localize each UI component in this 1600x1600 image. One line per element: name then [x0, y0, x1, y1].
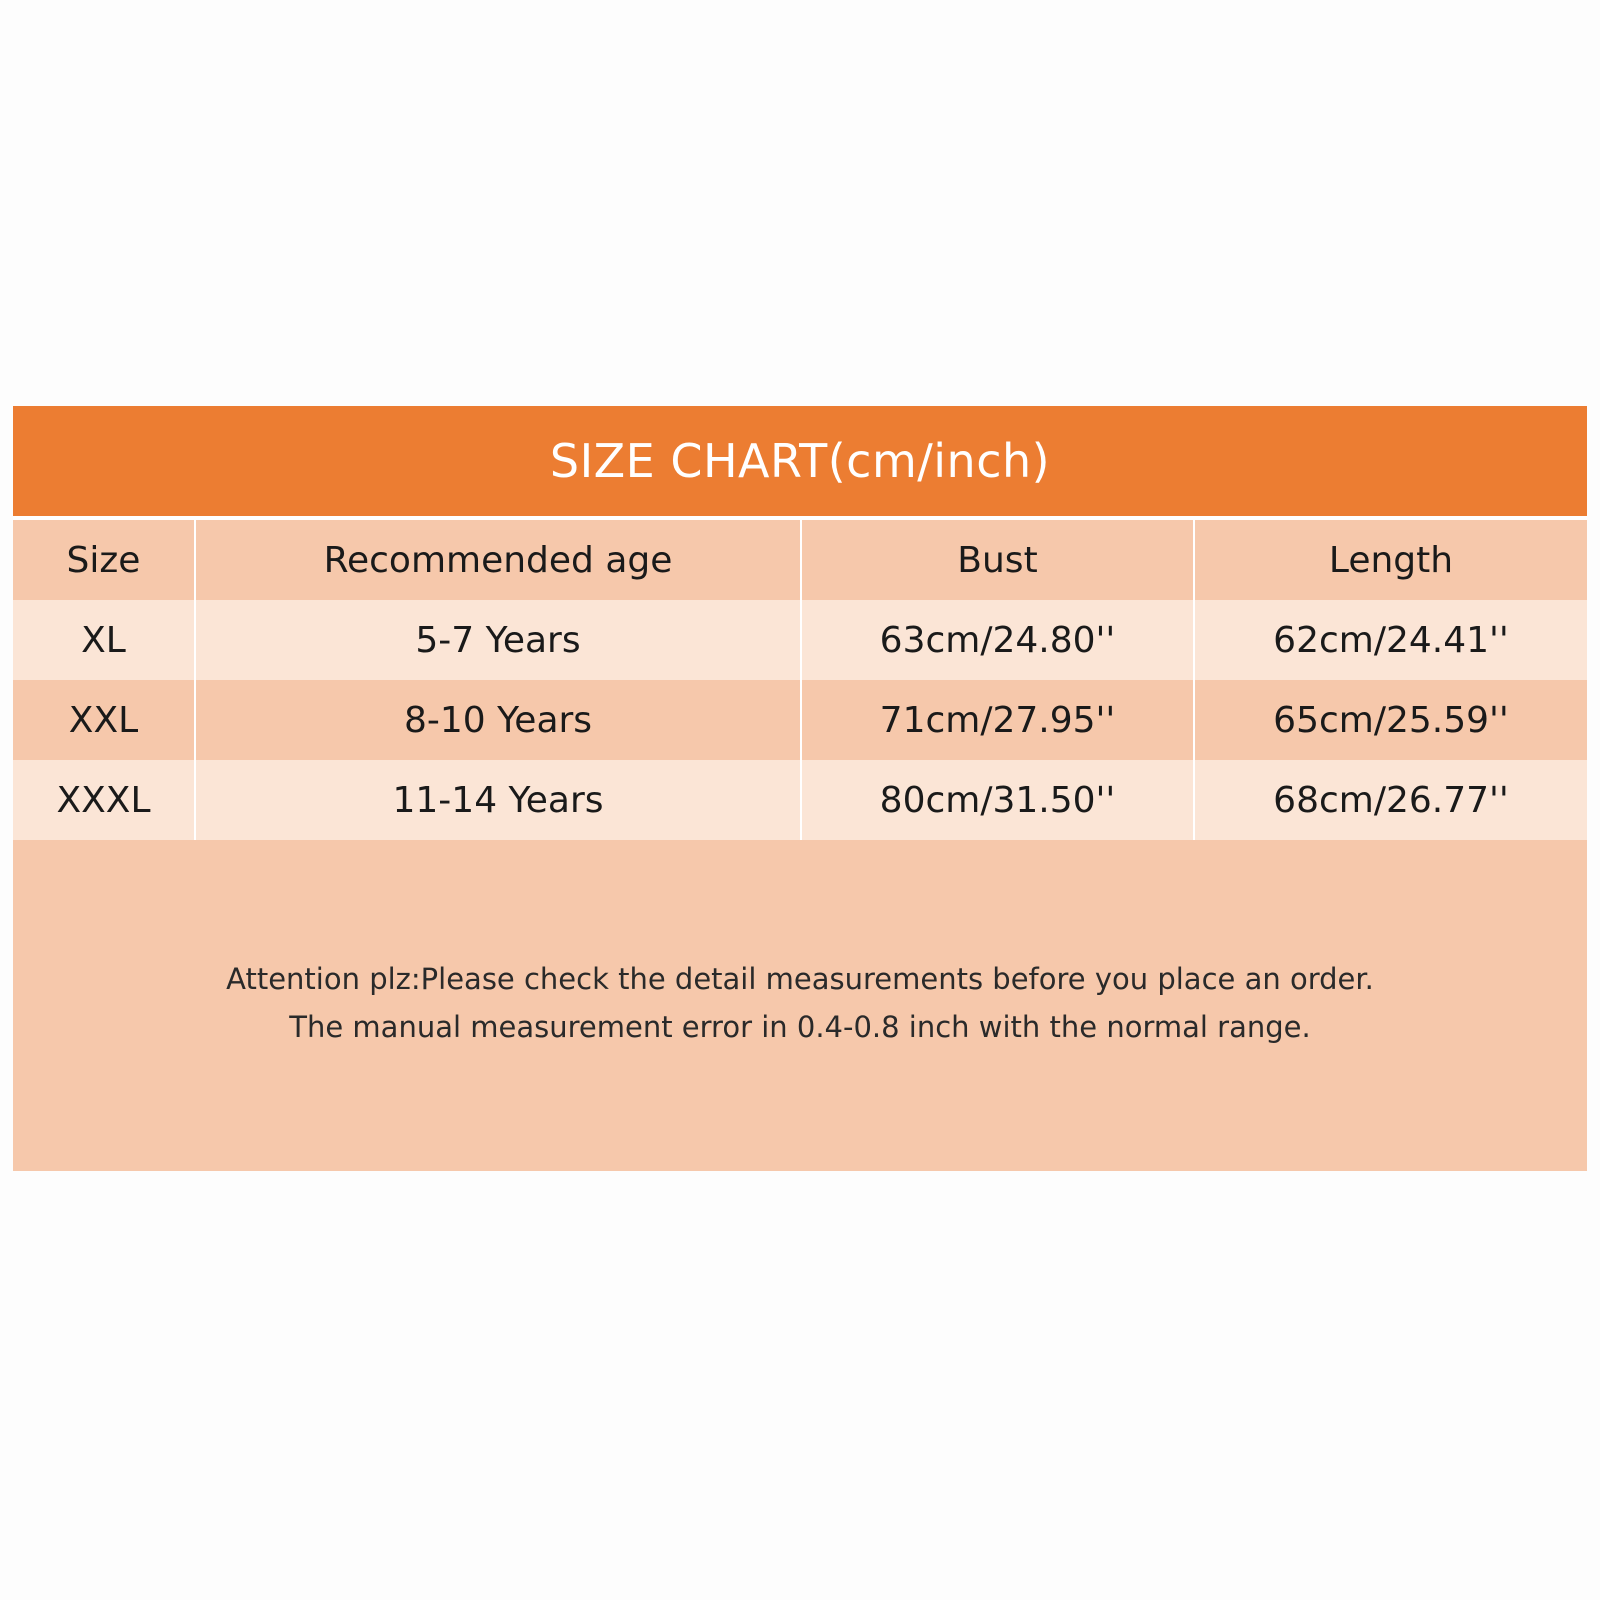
cell-size: XXXL	[13, 760, 195, 840]
header-recommended-age: Recommended age	[195, 520, 801, 600]
note-line: Attention plz:Please check the detail measurements before you place an order.	[226, 961, 1374, 996]
cell-bust: 63cm/24.80''	[801, 600, 1194, 680]
cell-age: 8-10 Years	[195, 680, 801, 760]
table-row	[13, 760, 1587, 840]
header-bust: Bust	[801, 520, 1194, 600]
cell-size: XXL	[13, 680, 195, 760]
table-row	[13, 600, 1587, 680]
header-size: Size	[13, 520, 195, 600]
cell-bust: 80cm/31.50''	[801, 760, 1194, 840]
table-row	[13, 680, 1587, 760]
cell-length: 65cm/25.59''	[1194, 680, 1587, 760]
cell-size: XL	[13, 600, 195, 680]
cell-length: 68cm/26.77''	[1194, 760, 1587, 840]
cell-length: 62cm/24.41''	[1194, 600, 1587, 680]
header-row	[13, 520, 1587, 600]
size-chart	[13, 406, 1587, 1171]
note-line: The manual measurement error in 0.4-0.8 inch with the normal range.	[289, 1009, 1311, 1044]
size-table	[13, 520, 1587, 840]
cell-age: 11-14 Years	[195, 760, 801, 840]
chart-title-bar	[13, 406, 1587, 516]
header-length: Length	[1194, 520, 1587, 600]
attention-notes	[13, 840, 1587, 1165]
cell-bust: 71cm/27.95''	[801, 680, 1194, 760]
cell-age: 5-7 Years	[195, 600, 801, 680]
chart-title: SIZE CHART(cm/inch)	[549, 434, 1051, 488]
